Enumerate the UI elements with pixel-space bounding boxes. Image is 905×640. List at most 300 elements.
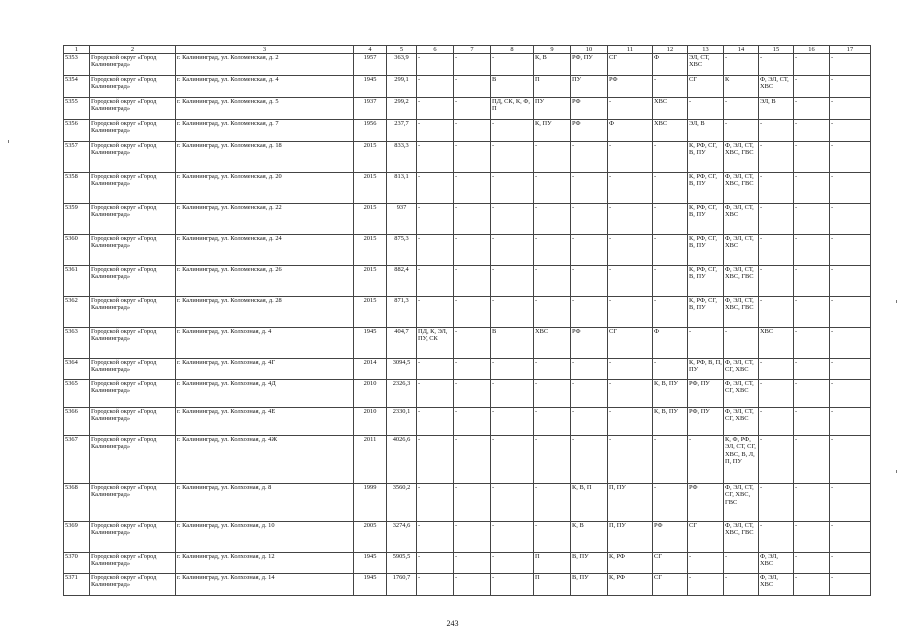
cell: Ф, ЭЛ, ХВС [759, 574, 794, 596]
cell: - [759, 297, 794, 328]
cell: - [794, 266, 830, 297]
cell: - [759, 142, 794, 173]
cell: - [653, 204, 688, 235]
cell: - [794, 484, 830, 522]
cell: - [724, 574, 759, 596]
cell: К, Ф, РФ, ЭЛ, СТ, СГ, ХВС, В, Л, П, ПУ [724, 436, 759, 484]
cell: СГ [653, 574, 688, 596]
column-number: 16 [794, 46, 830, 54]
cell: - [759, 266, 794, 297]
total-area: 237,7 [387, 120, 417, 142]
column-number: 13 [688, 46, 724, 54]
cell: РФ [571, 328, 608, 359]
cell: - [534, 484, 571, 522]
year-built: 2015 [354, 266, 387, 297]
row-number: 5355 [64, 98, 90, 120]
cell: - [454, 574, 491, 596]
cell: - [688, 553, 724, 574]
cell: - [830, 380, 871, 408]
row-number: 5364 [64, 359, 90, 380]
cell: Ф, ЭЛ, СТ, ХВС [724, 204, 759, 235]
cell: Ф, ЭЛ, ХВС [759, 553, 794, 574]
cell: ЭЛ, В [688, 120, 724, 142]
year-built: 1945 [354, 553, 387, 574]
cell: - [759, 436, 794, 484]
cell: - [417, 359, 454, 380]
row-number: 5368 [64, 484, 90, 522]
address: г. Калининград, ул. Коломенская, д. 7 [176, 120, 354, 142]
cell: - [417, 266, 454, 297]
cell: - [571, 408, 608, 436]
cell: РФ [571, 120, 608, 142]
cell: К, В [571, 522, 608, 553]
cell: - [571, 142, 608, 173]
row-number: 5358 [64, 173, 90, 204]
row-number: 5365 [64, 380, 90, 408]
cell: - [454, 173, 491, 204]
cell: - [491, 574, 534, 596]
cell: П [534, 553, 571, 574]
cell: - [653, 142, 688, 173]
municipal-district: Городской округ «Город Калининград» [90, 484, 176, 522]
cell: - [491, 436, 534, 484]
cell: - [830, 76, 871, 98]
address: г. Калининград, ул. Колхозная, д. 4Д [176, 380, 354, 408]
cell: В, ПУ [571, 553, 608, 574]
cell: К, РФ, В, П, ПУ [688, 359, 724, 380]
cell: Ф, ЭЛ, СТ, СГ, ХВС [724, 408, 759, 436]
cell: - [830, 266, 871, 297]
cell: - [759, 408, 794, 436]
cell: Ф, ЭЛ, СТ, ХВС, ГВС [724, 142, 759, 173]
cell: - [571, 266, 608, 297]
cell: - [491, 359, 534, 380]
year-built: 1937 [354, 98, 387, 120]
cell: - [830, 359, 871, 380]
table-row [64, 408, 871, 436]
row-number: 5361 [64, 266, 90, 297]
municipal-district: Городской округ «Город Калининград» [90, 328, 176, 359]
cell: - [653, 436, 688, 484]
cell: - [724, 54, 759, 76]
cell: - [571, 359, 608, 380]
cell: СГ [688, 522, 724, 553]
cell: РФ [571, 98, 608, 120]
cell: - [759, 173, 794, 204]
cell: - [653, 297, 688, 328]
cell: - [417, 98, 454, 120]
cell: - [608, 408, 653, 436]
municipal-district: Городской округ «Город Калининград» [90, 98, 176, 120]
cell: Ф, ЭЛ, СТ, СГ, ХВС [724, 380, 759, 408]
cell: - [830, 553, 871, 574]
cell: - [454, 380, 491, 408]
cell: - [688, 436, 724, 484]
table-row [64, 328, 871, 359]
cell: - [491, 297, 534, 328]
total-area: 875,3 [387, 235, 417, 266]
municipal-district: Городской округ «Город Калининград» [90, 359, 176, 380]
cell: К, РФ, СГ, В, ПУ [688, 173, 724, 204]
cell: - [491, 408, 534, 436]
year-built: 2015 [354, 235, 387, 266]
cell: - [454, 484, 491, 522]
total-area: 5905,5 [387, 553, 417, 574]
cell: - [653, 76, 688, 98]
table-row [64, 380, 871, 408]
municipal-district: Городской округ «Город Калининград» [90, 142, 176, 173]
cell: - [417, 408, 454, 436]
municipal-district: Городской округ «Город Калининград» [90, 235, 176, 266]
column-number: 14 [724, 46, 759, 54]
cell: В [491, 328, 534, 359]
cell: - [534, 266, 571, 297]
year-built: 1945 [354, 574, 387, 596]
cell: - [417, 120, 454, 142]
cell: К, РФ, СГ, В, ПУ [688, 142, 724, 173]
row-number: 5357 [64, 142, 90, 173]
cell: СГ [688, 76, 724, 98]
cell: Ф [608, 120, 653, 142]
cell: - [534, 297, 571, 328]
municipal-district: Городской округ «Город Калининград» [90, 54, 176, 76]
cell: РФ [688, 484, 724, 522]
cell: - [454, 359, 491, 380]
cell: К, РФ [608, 574, 653, 596]
municipal-district: Городской округ «Город Калининград» [90, 436, 176, 484]
table-row [64, 235, 871, 266]
cell: - [724, 553, 759, 574]
address: г. Калининград, ул. Коломенская, д. 26 [176, 266, 354, 297]
cell: К, РФ, СГ, В, ПУ [688, 204, 724, 235]
cell: ХВС [653, 98, 688, 120]
row-number: 5367 [64, 436, 90, 484]
cell: П [534, 574, 571, 596]
total-area: 3560,2 [387, 484, 417, 522]
year-built: 2015 [354, 173, 387, 204]
cell: - [417, 297, 454, 328]
cell: - [417, 380, 454, 408]
year-built: 2010 [354, 380, 387, 408]
cell: К, РФ, СГ, В, ПУ [688, 266, 724, 297]
cell: Ф [653, 54, 688, 76]
row-number: 5359 [64, 204, 90, 235]
cell: - [534, 359, 571, 380]
cell: - [454, 54, 491, 76]
cell: - [830, 54, 871, 76]
table-row [64, 142, 871, 173]
cell: - [724, 120, 759, 142]
cell: - [417, 522, 454, 553]
cell: - [454, 235, 491, 266]
table-row [64, 173, 871, 204]
cell: - [759, 522, 794, 553]
year-built: 1945 [354, 328, 387, 359]
year-built: 1999 [354, 484, 387, 522]
cell: - [417, 574, 454, 596]
cell: - [491, 204, 534, 235]
scan-mark [896, 300, 897, 303]
cell: - [454, 120, 491, 142]
cell: - [794, 120, 830, 142]
municipal-district: Городской округ «Город Калининград» [90, 173, 176, 204]
cell: - [417, 553, 454, 574]
address: г. Калининград, ул. Колхозная, д. 12 [176, 553, 354, 574]
scan-mark [896, 470, 897, 473]
table-row [64, 484, 871, 522]
cell: РФ, ПУ [571, 54, 608, 76]
column-number: 2 [90, 46, 176, 54]
year-built: 2010 [354, 408, 387, 436]
municipal-district: Городской округ «Город Калининград» [90, 380, 176, 408]
cell: РФ [608, 76, 653, 98]
total-area: 299,1 [387, 76, 417, 98]
cell: - [794, 359, 830, 380]
cell: - [608, 380, 653, 408]
cell: - [491, 484, 534, 522]
cell: - [534, 173, 571, 204]
column-number: 11 [608, 46, 653, 54]
cell: Ф, ЭЛ, СТ, ХВС [759, 76, 794, 98]
year-built: 2014 [354, 359, 387, 380]
address: г. Калининград, ул. Колхозная, д. 4Е [176, 408, 354, 436]
cell: К, В [534, 54, 571, 76]
cell: П, ПУ [608, 522, 653, 553]
cell: - [608, 359, 653, 380]
cell: - [759, 484, 794, 522]
cell: - [794, 436, 830, 484]
cell: - [417, 484, 454, 522]
cell: - [608, 98, 653, 120]
row-number: 5356 [64, 120, 90, 142]
cell: - [794, 408, 830, 436]
cell: - [688, 328, 724, 359]
cell: - [794, 173, 830, 204]
cell: - [454, 297, 491, 328]
cell: - [830, 120, 871, 142]
cell: - [794, 522, 830, 553]
cell: Ф, ЭЛ, СТ, ХВС [724, 235, 759, 266]
cell: - [417, 142, 454, 173]
cell: ХВС [759, 328, 794, 359]
cell: - [688, 574, 724, 596]
total-area: 937 [387, 204, 417, 235]
total-area: 1760,7 [387, 574, 417, 596]
cell: - [724, 98, 759, 120]
cell: ПД, СК, К, Ф, П [491, 98, 534, 120]
cell: ХВС [534, 328, 571, 359]
address: г. Калининград, ул. Колхозная, д. 4 [176, 328, 354, 359]
cell: - [534, 235, 571, 266]
cell: - [759, 204, 794, 235]
cell: - [454, 328, 491, 359]
cell: - [794, 54, 830, 76]
table-row [64, 54, 871, 76]
cell: - [608, 204, 653, 235]
cell: - [571, 235, 608, 266]
cell: - [417, 436, 454, 484]
cell: - [794, 76, 830, 98]
cell: - [688, 98, 724, 120]
cell: - [491, 553, 534, 574]
address: г. Калининград, ул. Коломенская, д. 2 [176, 54, 354, 76]
cell: К [724, 76, 759, 98]
cell: РФ [653, 522, 688, 553]
cell: - [534, 204, 571, 235]
cell: - [759, 359, 794, 380]
cell: ПД, К, ЭЛ, ПУ, СК [417, 328, 454, 359]
cell: К, РФ, СГ, В, ПУ [688, 297, 724, 328]
cell: - [417, 54, 454, 76]
column-number: 5 [387, 46, 417, 54]
cell: К, РФ [608, 553, 653, 574]
cell: - [454, 204, 491, 235]
cell: Ф [653, 328, 688, 359]
cell: - [417, 204, 454, 235]
cell: - [830, 328, 871, 359]
column-number: 7 [454, 46, 491, 54]
cell: - [417, 173, 454, 204]
cell: - [830, 574, 871, 596]
total-area: 871,3 [387, 297, 417, 328]
cell: РФ, ПУ [688, 380, 724, 408]
year-built: 1945 [354, 76, 387, 98]
year-built: 1957 [354, 54, 387, 76]
column-number: 9 [534, 46, 571, 54]
cell: СГ [653, 553, 688, 574]
row-number: 5353 [64, 54, 90, 76]
total-area: 3274,6 [387, 522, 417, 553]
table-row [64, 522, 871, 553]
cell: - [608, 297, 653, 328]
municipal-district: Городской округ «Город Калининград» [90, 76, 176, 98]
cell: - [830, 484, 871, 522]
cell: - [830, 142, 871, 173]
cell: К, В, П [571, 484, 608, 522]
cell: - [571, 436, 608, 484]
cell: - [534, 380, 571, 408]
cell: - [417, 235, 454, 266]
cell: - [724, 328, 759, 359]
year-built: 2015 [354, 297, 387, 328]
cell: П, ПУ [608, 484, 653, 522]
cell: - [794, 553, 830, 574]
cell: В, ПУ [571, 574, 608, 596]
municipal-district: Городской округ «Город Калининград» [90, 553, 176, 574]
cell: - [454, 436, 491, 484]
cell: - [571, 380, 608, 408]
cell: - [759, 54, 794, 76]
address: г. Калининград, ул. Колхозная, д. 4Ж [176, 436, 354, 484]
cell: - [830, 522, 871, 553]
municipal-district: Городской округ «Город Калининград» [90, 204, 176, 235]
cell: - [830, 235, 871, 266]
register-table [63, 45, 871, 596]
cell: ПУ [571, 76, 608, 98]
row-number: 5363 [64, 328, 90, 359]
cell: Ф, ЭЛ, СТ, ХВС, ГВС [724, 297, 759, 328]
page-number: 243 [446, 619, 459, 628]
scan-mark [8, 140, 9, 143]
cell: - [491, 266, 534, 297]
cell: - [794, 142, 830, 173]
table-row [64, 98, 871, 120]
address: г. Калининград, ул. Коломенская, д. 18 [176, 142, 354, 173]
municipal-district: Городской округ «Город Калининград» [90, 297, 176, 328]
cell: - [534, 436, 571, 484]
cell: - [794, 297, 830, 328]
cell: - [608, 266, 653, 297]
cell: - [491, 235, 534, 266]
row-number: 5362 [64, 297, 90, 328]
total-area: 363,9 [387, 54, 417, 76]
cell: Ф, ЭЛ, СТ, ХВС, ГВС [724, 522, 759, 553]
table-row [64, 553, 871, 574]
cell: ПУ [534, 98, 571, 120]
total-area: 833,3 [387, 142, 417, 173]
cell: - [454, 266, 491, 297]
cell: Ф, ЭЛ, СТ, СГ, ХВС [724, 359, 759, 380]
cell: Ф, ЭЛ, СТ, СГ, ХВС, ГВС [724, 484, 759, 522]
cell: СГ [608, 54, 653, 76]
cell: - [653, 359, 688, 380]
cell: - [571, 204, 608, 235]
table-row [64, 359, 871, 380]
total-area: 882,4 [387, 266, 417, 297]
address: г. Калининград, ул. Коломенская, д. 22 [176, 204, 354, 235]
cell: - [491, 173, 534, 204]
cell: - [830, 408, 871, 436]
total-area: 2330,1 [387, 408, 417, 436]
total-area: 4026,6 [387, 436, 417, 484]
row-number: 5369 [64, 522, 90, 553]
cell: К, ПУ [534, 120, 571, 142]
cell: - [454, 553, 491, 574]
total-area: 813,1 [387, 173, 417, 204]
year-built: 2011 [354, 436, 387, 484]
row-number: 5370 [64, 553, 90, 574]
cell: П [534, 76, 571, 98]
cell: К, В, ПУ [653, 380, 688, 408]
table-row [64, 204, 871, 235]
table-row [64, 120, 871, 142]
table-row [64, 574, 871, 596]
year-built: 1956 [354, 120, 387, 142]
cell: - [534, 522, 571, 553]
cell: - [491, 522, 534, 553]
cell: ЭЛ, В [759, 98, 794, 120]
table-row [64, 76, 871, 98]
cell: - [491, 142, 534, 173]
cell: - [759, 120, 794, 142]
cell: - [454, 408, 491, 436]
total-area: 2326,3 [387, 380, 417, 408]
total-area: 299,2 [387, 98, 417, 120]
cell: - [608, 173, 653, 204]
column-number: 3 [176, 46, 354, 54]
cell: - [830, 297, 871, 328]
cell: - [534, 142, 571, 173]
address: г. Калининград, ул. Коломенская, д. 20 [176, 173, 354, 204]
cell: СГ [608, 328, 653, 359]
address: г. Калининград, ул. Коломенская, д. 24 [176, 235, 354, 266]
column-number: 10 [571, 46, 608, 54]
cell: - [417, 76, 454, 98]
row-number: 5354 [64, 76, 90, 98]
column-number: 8 [491, 46, 534, 54]
cell: К, РФ, СГ, В, ПУ [688, 235, 724, 266]
year-built: 2005 [354, 522, 387, 553]
